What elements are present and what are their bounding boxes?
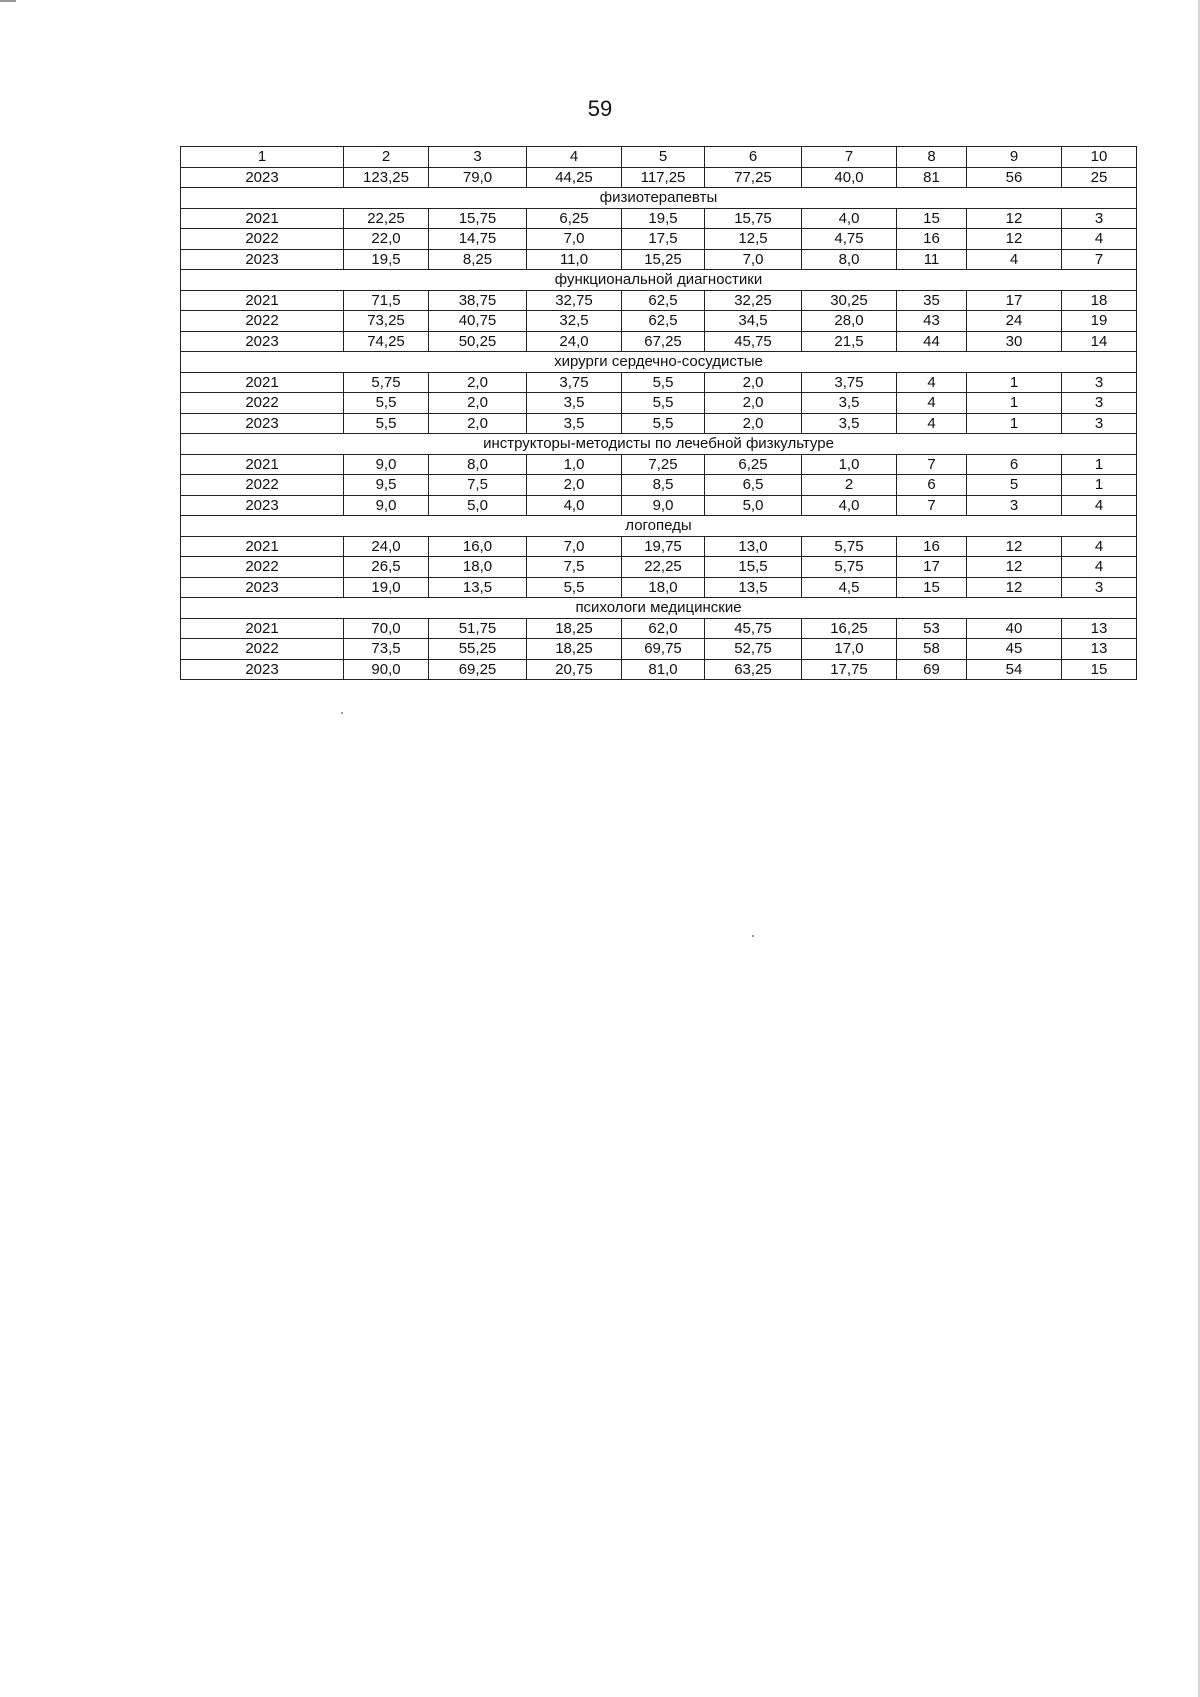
value-cell: 34,5 [705,311,802,332]
value-cell: 13 [1062,618,1137,639]
value-cell: 44 [897,331,967,352]
value-cell: 24,0 [344,536,429,557]
year-cell: 2022 [181,639,344,660]
table-row [181,331,1137,352]
value-cell: 1,0 [802,454,897,475]
value-cell: 12 [967,229,1062,250]
value-cell: 52,75 [705,639,802,660]
value-cell: 17,75 [802,659,897,680]
value-cell: 77,25 [705,167,802,188]
value-cell: 3,5 [802,393,897,414]
value-cell: 21,5 [802,331,897,352]
table-row [181,229,1137,250]
value-cell: 40,0 [802,167,897,188]
value-cell: 44,25 [527,167,622,188]
value-cell: 12 [967,577,1062,598]
value-cell: 9,5 [344,475,429,496]
value-cell: 7 [1062,249,1137,270]
scan-speck [341,712,343,714]
value-cell: 4 [1062,495,1137,516]
page-number: 59 [587,96,613,121]
value-cell: 2,0 [705,413,802,434]
value-cell: 4,0 [802,495,897,516]
value-cell: 5,5 [527,577,622,598]
value-cell: 19,5 [622,208,705,229]
value-cell: 2,0 [429,413,527,434]
value-cell: 16 [897,229,967,250]
column-header-3: 3 [429,147,527,168]
value-cell: 6,5 [705,475,802,496]
value-cell: 55,25 [429,639,527,660]
column-header-10: 10 [1062,147,1137,168]
year-cell: 2021 [181,454,344,475]
section-title: психологи медицинские [181,598,1137,619]
year-cell: 2023 [181,495,344,516]
value-cell: 45 [967,639,1062,660]
value-cell: 3,5 [802,413,897,434]
value-cell: 17,0 [802,639,897,660]
value-cell: 19,75 [622,536,705,557]
value-cell: 2,0 [527,475,622,496]
value-cell: 28,0 [802,311,897,332]
value-cell: 24 [967,311,1062,332]
value-cell: 12 [967,557,1062,578]
scan-corner-mark [0,0,16,2]
value-cell: 62,5 [622,311,705,332]
value-cell: 117,25 [622,167,705,188]
value-cell: 4,0 [802,208,897,229]
year-cell: 2022 [181,475,344,496]
value-cell: 22,25 [622,557,705,578]
column-header-4: 4 [527,147,622,168]
table-row [181,290,1137,311]
year-cell: 2022 [181,557,344,578]
year-cell: 2023 [181,167,344,188]
value-cell: 4 [967,249,1062,270]
value-cell: 69,75 [622,639,705,660]
value-cell: 4,0 [527,495,622,516]
value-cell: 32,75 [527,290,622,311]
value-cell: 2,0 [705,372,802,393]
value-cell: 6 [967,454,1062,475]
value-cell: 14 [1062,331,1137,352]
value-cell: 6 [897,475,967,496]
table-row [181,454,1137,475]
statistics-table [180,146,1137,680]
value-cell: 11,0 [527,249,622,270]
section-title: хирурги сердечно-сосудистые [181,352,1137,373]
value-cell: 17 [967,290,1062,311]
value-cell: 4 [1062,557,1137,578]
column-header-5: 5 [622,147,705,168]
value-cell: 73,5 [344,639,429,660]
value-cell: 7,0 [527,229,622,250]
table-row [181,495,1137,516]
value-cell: 15,75 [705,208,802,229]
value-cell: 90,0 [344,659,429,680]
value-cell: 3,5 [527,413,622,434]
value-cell: 45,75 [705,331,802,352]
table-row [181,557,1137,578]
table-row [181,167,1137,188]
value-cell: 30 [967,331,1062,352]
column-header-7: 7 [802,147,897,168]
value-cell: 5,75 [802,536,897,557]
year-cell: 2023 [181,413,344,434]
value-cell: 3 [1062,208,1137,229]
column-header-2: 2 [344,147,429,168]
value-cell: 1 [1062,454,1137,475]
value-cell: 7,5 [429,475,527,496]
value-cell: 18,0 [622,577,705,598]
value-cell: 13,0 [705,536,802,557]
value-cell: 5 [967,475,1062,496]
table-row [181,311,1137,332]
value-cell: 2,0 [705,393,802,414]
year-cell: 2023 [181,331,344,352]
value-cell: 16,0 [429,536,527,557]
value-cell: 26,5 [344,557,429,578]
value-cell: 7,0 [527,536,622,557]
value-cell: 5,0 [705,495,802,516]
value-cell: 22,0 [344,229,429,250]
section-title-row [181,516,1137,537]
value-cell: 1,0 [527,454,622,475]
value-cell: 5,5 [344,393,429,414]
year-cell: 2021 [181,372,344,393]
value-cell: 8,25 [429,249,527,270]
value-cell: 4,5 [802,577,897,598]
year-cell: 2022 [181,311,344,332]
value-cell: 9,0 [622,495,705,516]
value-cell: 32,5 [527,311,622,332]
value-cell: 67,25 [622,331,705,352]
value-cell: 5,5 [622,372,705,393]
value-cell: 13,5 [429,577,527,598]
scan-speck [752,935,754,937]
value-cell: 6,25 [705,454,802,475]
table-row [181,659,1137,680]
section-title-row [181,434,1137,455]
value-cell: 14,75 [429,229,527,250]
value-cell: 58 [897,639,967,660]
column-header-1: 1 [181,147,344,168]
value-cell: 70,0 [344,618,429,639]
table-row [181,249,1137,270]
table-row [181,372,1137,393]
table-row [181,393,1137,414]
value-cell: 19 [1062,311,1137,332]
table-row [181,536,1137,557]
value-cell: 4 [1062,536,1137,557]
section-title: инструкторы-методисты по лечебной физкультуре [181,434,1137,455]
value-cell: 69,25 [429,659,527,680]
value-cell: 30,25 [802,290,897,311]
value-cell: 4 [897,413,967,434]
section-title: функциональной диагностики [181,270,1137,291]
year-cell: 2023 [181,659,344,680]
table-body [181,147,1137,680]
value-cell: 6,25 [527,208,622,229]
value-cell: 8,5 [622,475,705,496]
year-cell: 2022 [181,229,344,250]
value-cell: 5,0 [429,495,527,516]
value-cell: 15 [897,208,967,229]
section-title-row [181,598,1137,619]
value-cell: 40 [967,618,1062,639]
value-cell: 5,5 [622,413,705,434]
value-cell: 3 [1062,393,1137,414]
value-cell: 15,25 [622,249,705,270]
value-cell: 62,0 [622,618,705,639]
table-row [181,475,1137,496]
value-cell: 15,5 [705,557,802,578]
value-cell: 22,25 [344,208,429,229]
value-cell: 15,75 [429,208,527,229]
value-cell: 18,25 [527,639,622,660]
value-cell: 18,0 [429,557,527,578]
table-row [181,208,1137,229]
value-cell: 15 [1062,659,1137,680]
value-cell: 15 [897,577,967,598]
value-cell: 4 [1062,229,1137,250]
table-row [181,577,1137,598]
value-cell: 45,75 [705,618,802,639]
value-cell: 8,0 [802,249,897,270]
column-header-9: 9 [967,147,1062,168]
value-cell: 32,25 [705,290,802,311]
value-cell: 3 [1062,413,1137,434]
year-cell: 2021 [181,536,344,557]
table-row [181,639,1137,660]
year-cell: 2021 [181,208,344,229]
section-title: физиотерапевты [181,188,1137,209]
value-cell: 3,75 [802,372,897,393]
value-cell: 9,0 [344,454,429,475]
value-cell: 18,25 [527,618,622,639]
value-cell: 25 [1062,167,1137,188]
value-cell: 4,75 [802,229,897,250]
section-title-row [181,270,1137,291]
table-row [181,413,1137,434]
value-cell: 3,75 [527,372,622,393]
value-cell: 1 [967,372,1062,393]
value-cell: 17 [897,557,967,578]
value-cell: 71,5 [344,290,429,311]
value-cell: 4 [897,393,967,414]
year-cell: 2023 [181,577,344,598]
value-cell: 18 [1062,290,1137,311]
value-cell: 1 [1062,475,1137,496]
value-cell: 2,0 [429,372,527,393]
value-cell: 13 [1062,639,1137,660]
value-cell: 8,0 [429,454,527,475]
value-cell: 7,25 [622,454,705,475]
year-cell: 2021 [181,290,344,311]
value-cell: 38,75 [429,290,527,311]
section-title-row [181,188,1137,209]
value-cell: 12 [967,208,1062,229]
value-cell: 81,0 [622,659,705,680]
value-cell: 2,0 [429,393,527,414]
section-title-row [181,352,1137,373]
value-cell: 40,75 [429,311,527,332]
value-cell: 5,5 [622,393,705,414]
column-header-6: 6 [705,147,802,168]
value-cell: 51,75 [429,618,527,639]
value-cell: 1 [967,413,1062,434]
value-cell: 54 [967,659,1062,680]
value-cell: 7 [897,495,967,516]
year-cell: 2022 [181,393,344,414]
value-cell: 3 [1062,577,1137,598]
value-cell: 7 [897,454,967,475]
value-cell: 11 [897,249,967,270]
value-cell: 19,0 [344,577,429,598]
value-cell: 13,5 [705,577,802,598]
value-cell: 69 [897,659,967,680]
value-cell: 73,25 [344,311,429,332]
value-cell: 5,75 [802,557,897,578]
value-cell: 12 [967,536,1062,557]
year-cell: 2023 [181,249,344,270]
value-cell: 4 [897,372,967,393]
value-cell: 12,5 [705,229,802,250]
table-row [181,618,1137,639]
value-cell: 81 [897,167,967,188]
column-header-8: 8 [897,147,967,168]
value-cell: 123,25 [344,167,429,188]
value-cell: 17,5 [622,229,705,250]
value-cell: 7,5 [527,557,622,578]
value-cell: 79,0 [429,167,527,188]
value-cell: 3 [967,495,1062,516]
value-cell: 3 [1062,372,1137,393]
value-cell: 35 [897,290,967,311]
value-cell: 53 [897,618,967,639]
value-cell: 20,75 [527,659,622,680]
value-cell: 5,5 [344,413,429,434]
value-cell: 50,25 [429,331,527,352]
header-row [181,147,1137,168]
value-cell: 24,0 [527,331,622,352]
value-cell: 74,25 [344,331,429,352]
year-cell: 2021 [181,618,344,639]
value-cell: 16,25 [802,618,897,639]
value-cell: 2 [802,475,897,496]
section-title: логопеды [181,516,1137,537]
value-cell: 7,0 [705,249,802,270]
value-cell: 62,5 [622,290,705,311]
value-cell: 56 [967,167,1062,188]
value-cell: 5,75 [344,372,429,393]
value-cell: 43 [897,311,967,332]
value-cell: 63,25 [705,659,802,680]
value-cell: 16 [897,536,967,557]
value-cell: 19,5 [344,249,429,270]
value-cell: 9,0 [344,495,429,516]
value-cell: 3,5 [527,393,622,414]
value-cell: 1 [967,393,1062,414]
